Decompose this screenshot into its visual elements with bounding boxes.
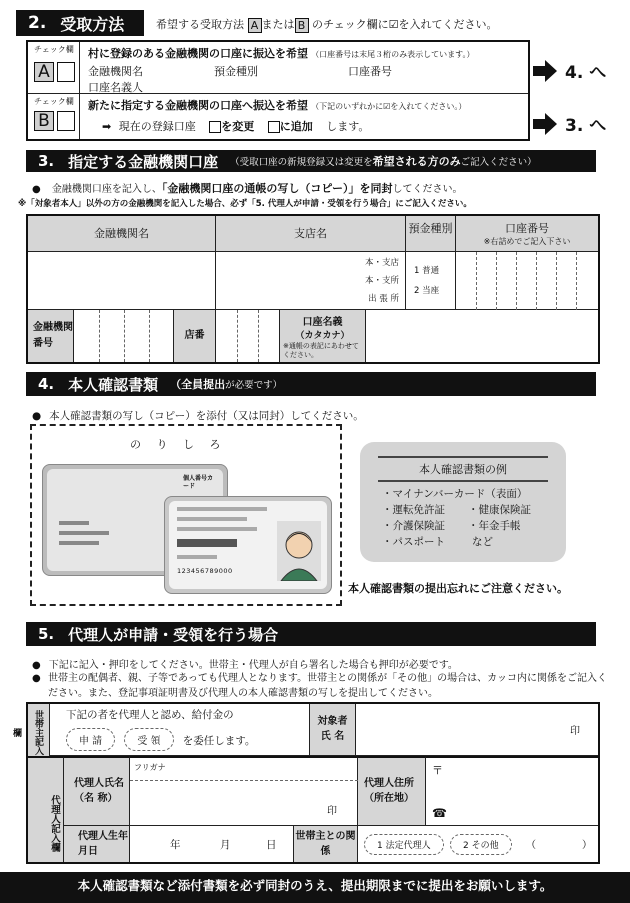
option-a-checkbox[interactable]: [57, 62, 75, 82]
phone-icon: ☎: [432, 806, 447, 820]
bank-code-label: 金融機関番号: [28, 310, 74, 362]
paste-area: [30, 424, 342, 606]
deposit-type-field: [406, 252, 456, 310]
proxy-name-field[interactable]: [130, 756, 358, 826]
letter-a-mark: A: [248, 18, 262, 33]
bank-name-field[interactable]: [28, 252, 216, 310]
section2-box: [26, 40, 530, 141]
person-icon: [277, 521, 321, 581]
check-label-b: チェック欄: [34, 97, 74, 106]
section4-number: 4.: [38, 375, 55, 393]
letter-b-mark: B: [295, 18, 309, 33]
paste-label: の り し ろ: [130, 438, 227, 451]
proxy-address-label: 代理人住所（所在地）: [358, 756, 426, 826]
relation-label: 世帯主との関 係: [294, 826, 358, 862]
arrow-right-icon: [533, 60, 557, 82]
option-b-title: 新たに指定する金融機関の口座へ振込を希望: [88, 99, 308, 112]
account-holder-field[interactable]: [366, 310, 598, 362]
proxy-dob-label: 代理人生年月日: [64, 826, 130, 862]
proxy-form: [11, 702, 600, 864]
section5-line2: ● 世帯主の配偶者、親、子等であっても代理人となります。世帯主との関係が「その他」の場合は、カッコ内に関係をご記入ください。また、登記事項証明書及び代理人の本人確認書類の写しを提出してください。: [32, 673, 607, 699]
arrow-right-icon: [533, 113, 557, 135]
receive-option[interactable]: 受 領: [124, 728, 173, 751]
deposit-type-header: 預金種別: [406, 216, 456, 252]
example-pension: ・年金手帳: [468, 520, 521, 532]
option-a-holder-label: 口座名義人: [88, 81, 143, 94]
proxy-seal-mark: 印: [327, 806, 337, 817]
option-a-account-label: 口座番号: [348, 65, 392, 78]
furigana-label: フリガナ: [134, 763, 166, 772]
type-option-toza[interactable]: 2 当座: [414, 286, 440, 296]
branch-code-field[interactable]: [216, 310, 280, 362]
section2-number: 2.: [28, 13, 47, 33]
option-b-row: [28, 94, 528, 139]
option-b-letter: B: [34, 111, 54, 131]
relation-field: 1 法定代理人 2 その他 （ ）: [358, 826, 598, 862]
option-b-choices: ➡ 現在の登録口座 を変更 に追加 します。: [102, 120, 370, 133]
bank-code-field[interactable]: [74, 310, 174, 362]
section3-line2: ※「対象者本人」以外の方の金融機関を記入した場合、必ず「5. 代理人が申請・受領を行う場合」にご記入ください。: [18, 199, 472, 209]
add-checkbox[interactable]: [268, 121, 280, 133]
change-checkbox[interactable]: [209, 121, 221, 133]
branch-option-honshiten[interactable]: 本・支店: [364, 258, 399, 268]
branch-option-shuchojo[interactable]: 出 張 所: [368, 294, 399, 304]
other-relation-option[interactable]: 2 その他: [450, 834, 512, 855]
footer-banner: 本人確認書類など添付書類を必ず同封のうえ、提出期限までに提出をお願いします。: [0, 872, 630, 903]
example-care-insurance: ・介護保険証: [382, 520, 445, 532]
section2-header: [16, 10, 144, 36]
section4-line1: ● 本人確認書類の写し（コピー）を添付（又は同封）してください。: [32, 410, 364, 422]
section5-line1: ● 下記に記入・押印をしてください。世帯主・代理人が自ら署名した場合も押印が必要です。: [32, 660, 458, 671]
account-number-header: 口座番号 ※右詰めでご記入下さい: [456, 216, 598, 252]
option-b-checkbox[interactable]: [57, 111, 75, 131]
seal-mark: 印: [570, 726, 580, 737]
section2-title: 受取方法: [60, 14, 125, 34]
mynumber-card-front-image: 123456789000: [164, 496, 332, 594]
bank-table: [26, 214, 600, 364]
option-a-bank-label: 金融機関名: [88, 65, 143, 78]
example-passport: ・パスポート: [382, 536, 445, 548]
target-name-field[interactable]: [356, 704, 598, 756]
id-examples-title: 本人確認書類の例: [378, 456, 548, 482]
section3-header: [26, 150, 596, 172]
branch-name-header: 支店名: [216, 216, 406, 252]
branch-name-field[interactable]: [216, 252, 406, 310]
bank-name-header: 金融機関名: [28, 216, 216, 252]
type-option-futsu[interactable]: 1 普通: [414, 266, 440, 276]
proxy-section-label: 代理人記入欄: [28, 756, 64, 862]
option-a-letter: A: [34, 62, 54, 82]
option-a-row: [28, 42, 528, 94]
mynumber-card-back-image: 個人番号カード: [42, 464, 228, 576]
section3-title: 指定する金融機関口座: [68, 152, 219, 171]
option-a-type-label: 預金種別: [214, 65, 258, 78]
branch-option-honshisho[interactable]: 本・支所: [364, 276, 399, 286]
id-reminder: 本人確認書類の提出忘れにご注意ください。: [348, 582, 568, 595]
option-a-note: （口座番号は末尾３桁のみ表示しています。）: [311, 50, 475, 59]
household-head-label: 世帯主記入欄: [28, 704, 50, 756]
section2-instruction: 希望する受取方法 A または B のチェック欄に☑を入れてください。: [156, 18, 498, 32]
arrow-right-icon: ➡: [102, 120, 112, 133]
section3-note: （受取口座の新規登録又は変更を希望される方のみご記入ください）: [230, 155, 537, 168]
proxy-name-label: 代理人氏名（名 称）: [64, 756, 130, 826]
delegation-statement: 下記の者を代理人と認め、給付金の 申 請 受 領 を委任します。: [50, 704, 310, 756]
account-holder-label: 口座名義 （カタカナ） ※通帳の表記にあわせてください。: [280, 310, 366, 362]
apply-option[interactable]: 申 請: [66, 728, 115, 751]
example-license: ・運転免許証: [382, 504, 445, 516]
legal-proxy-option[interactable]: 1 法定代理人: [364, 834, 444, 855]
example-mynumber: ・マイナンバーカード（表面）: [382, 488, 528, 500]
account-number-field[interactable]: [456, 252, 598, 310]
target-name-label: 対象者氏 名: [310, 704, 356, 756]
check-label-a: チェック欄: [34, 45, 74, 54]
section5-number: 5.: [38, 625, 55, 643]
proxy-dob-field[interactable]: 年 月 日: [130, 826, 294, 862]
section4-header: [26, 372, 596, 396]
section5-header: [26, 622, 596, 646]
section4-title: 本人確認書類: [68, 375, 159, 394]
section5-title: 代理人が申請・受領を行う場合: [68, 625, 279, 644]
id-examples-box: [360, 442, 566, 562]
goto-4-arrow: 4. へ: [533, 58, 606, 83]
proxy-address-field[interactable]: [426, 756, 598, 826]
postal-mark: 〒: [432, 764, 443, 777]
example-health-insurance: ・健康保険証: [468, 504, 531, 516]
option-b-note: （下記のいずれかに☑を入れてください。）: [311, 102, 467, 111]
branch-code-label: 店番: [174, 310, 216, 362]
option-a-title: 村に登録のある金融機関の口座に振込を希望: [88, 47, 308, 60]
section3-number: 3.: [38, 152, 55, 170]
example-etc: など: [472, 536, 493, 548]
section3-line1: ● 金融機関口座を記入し、「金融機関口座の通帳の写し（コピー）」を同封してください。: [32, 182, 463, 195]
goto-3-arrow: 3. へ: [533, 111, 606, 136]
section4-note: （全員提出が必要です）: [170, 378, 283, 391]
